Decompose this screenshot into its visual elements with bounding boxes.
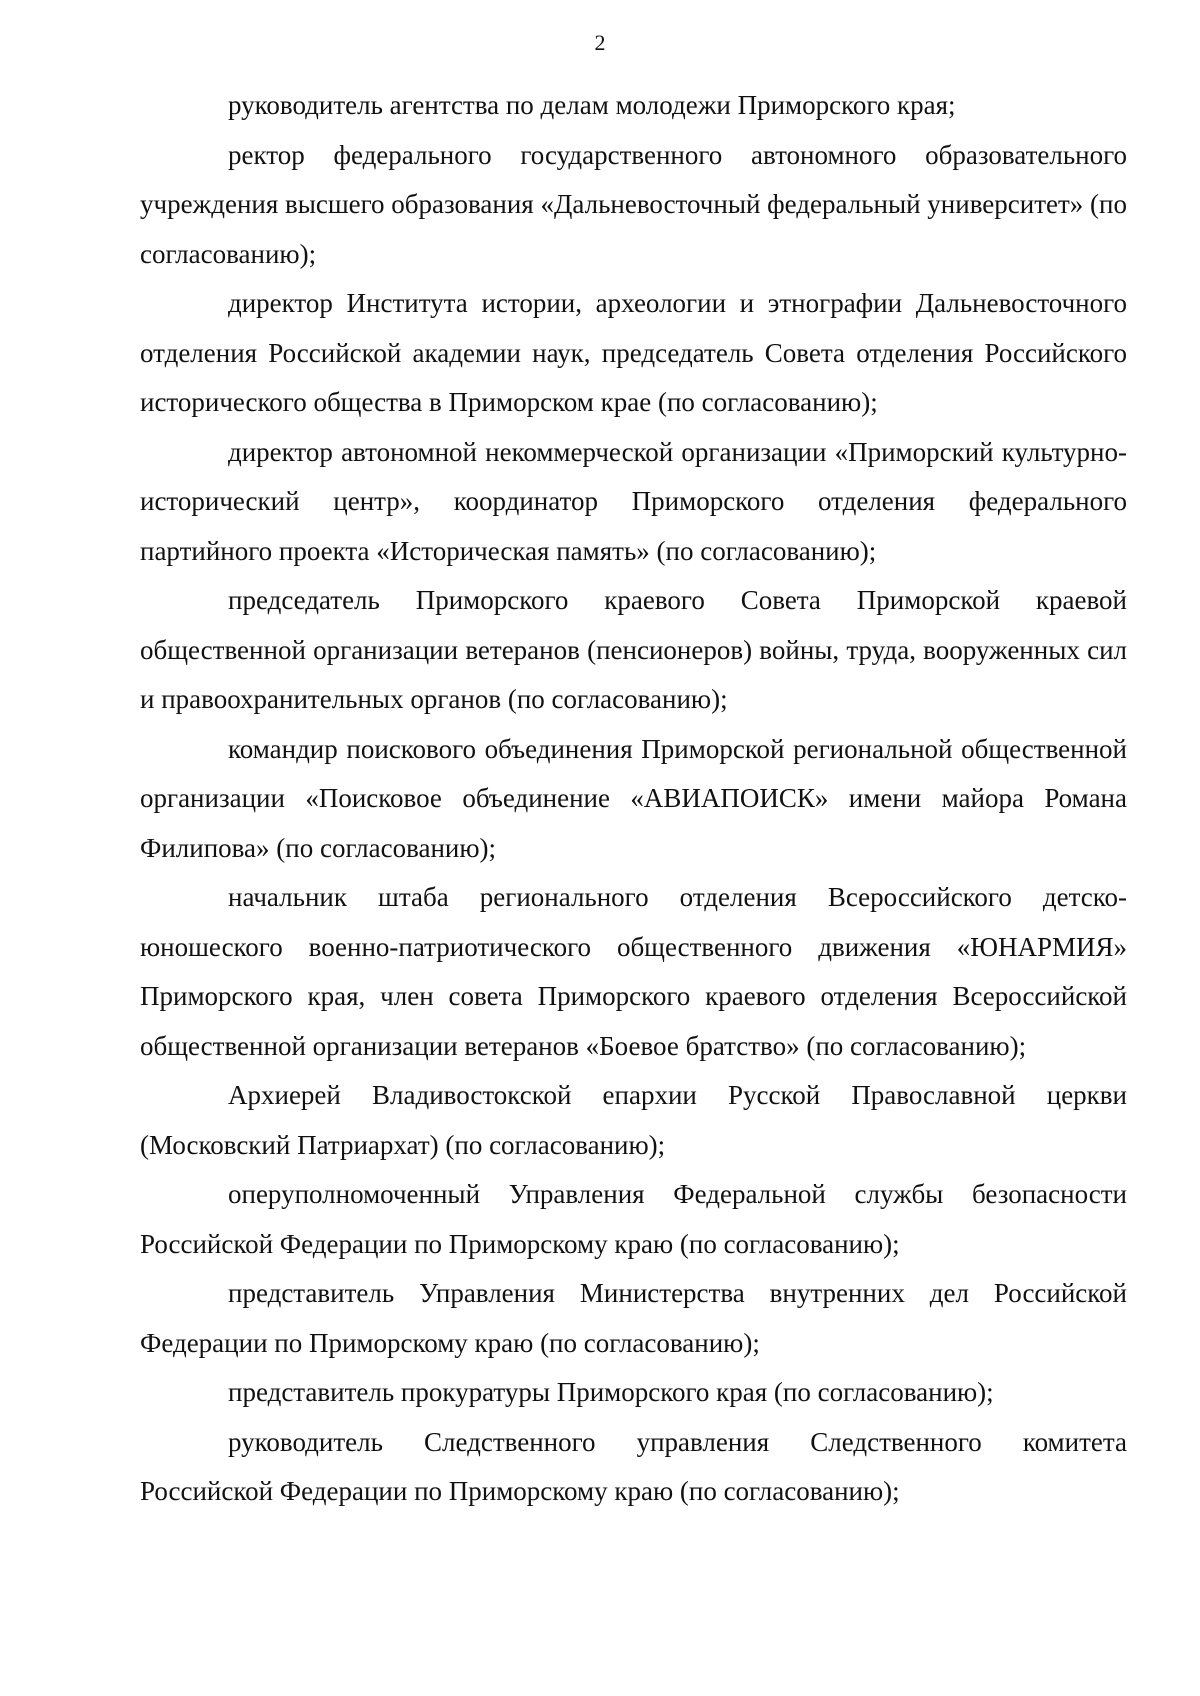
paragraph: представитель Управления Министерства внутренних дел Российской Федерации по Приморскому краю (по согласованию);: [140, 1278, 1127, 1358]
paragraph: Архиерей Владивостокской епархии Русской Православной церкви (Московский Патриархат) (по согласованию);: [140, 1080, 1127, 1160]
paragraph: руководитель агентства по делам молодежи Приморского края;: [228, 90, 956, 120]
paragraph: директор Института истории, археологии и этнографии Дальневосточного отделения Российской академии наук, председатель Совета отделения Российского исторического общества в Приморском крае (по согласованию);: [140, 288, 1127, 417]
paragraph: представитель прокуратуры Приморского края (по согласованию);: [228, 1377, 994, 1407]
paragraph: оперуполномоченный Управления Федеральной службы безопасности Российской Федерации по Приморскому краю (по согласованию);: [140, 1179, 1127, 1259]
document-body: [140, 81, 1127, 1517]
paragraph: директор автономной некоммерческой организации «Приморский культурно-исторический центр», координатор Приморского отделения федерального партийного проекта «Историческая память» (по согласованию);: [140, 436, 1127, 566]
paragraph: руководитель Следственного управления Следственного комитета Российской Федерации по Приморскому краю (по согласованию);: [140, 1426, 1127, 1506]
paragraph: командир поискового объединения Приморской региональной общественной организации «Поисковое объединение «АВИАПОИСК» имени майора Романа Филипова» (по согласованию);: [140, 733, 1127, 863]
paragraph: председатель Приморского краевого Совета Приморской краевой общественной организации ветеранов (пенсионеров) войны, труда, вооруженных сил и правоохранительных органов (по согласованию);: [140, 585, 1127, 714]
paragraph: начальник штаба регионального отделения Всероссийского детско-юношеского военно-патриотического общественного движения «ЮНАРМИЯ» Приморского края, член совета Приморского краевого отделения Всероссийской общественной организации ветеранов «Боевое братство» (по согласованию);: [140, 882, 1127, 1061]
paragraph: ректор федерального государственного автономного образовательного учреждения высшего образования «Дальневосточный федеральный университет» (по согласованию);: [140, 139, 1127, 269]
page-number: 2: [594, 30, 606, 55]
